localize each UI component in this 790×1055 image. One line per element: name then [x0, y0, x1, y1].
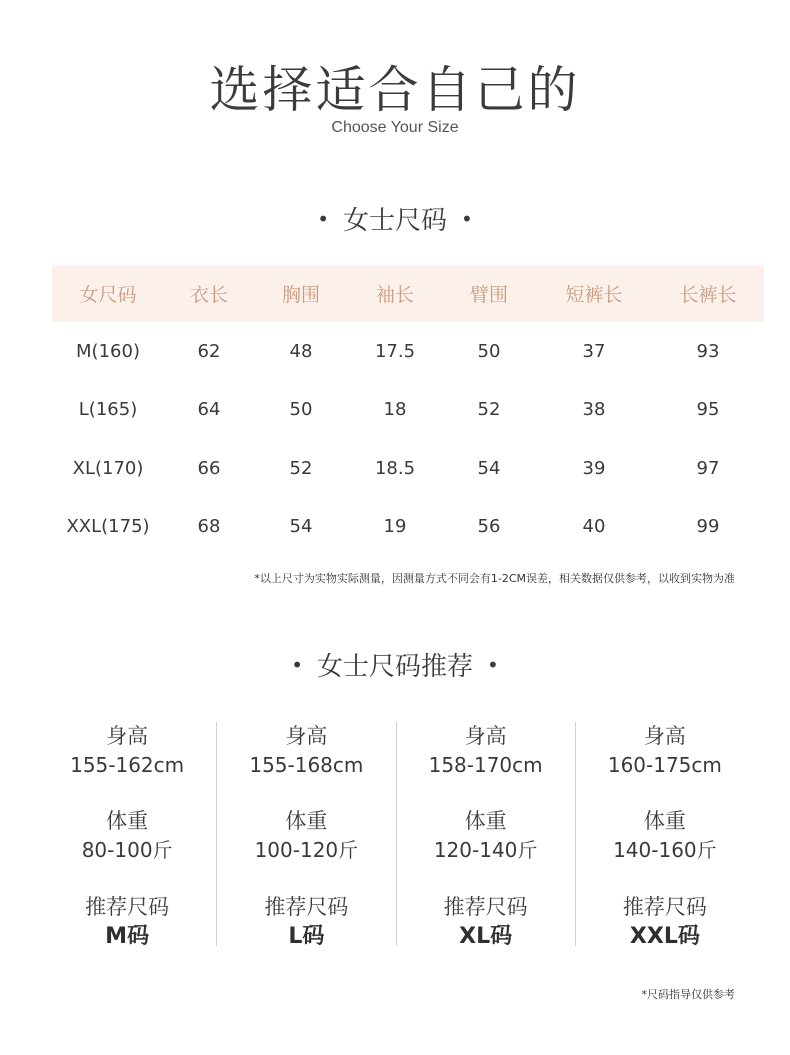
height-label: 身高 — [106, 724, 149, 748]
recommend-section-title-text: 女士尺码推荐 — [316, 652, 473, 682]
table-cell: 38 — [582, 399, 606, 421]
measurement-note: *以上尺寸为实物实际测量，因测量方式不同会有1-2CM误差，相关数据仅供参考，以收到实物为准 — [254, 572, 735, 585]
recommended-size: XL码 — [459, 924, 513, 949]
bullet-dot-left: • — [291, 653, 303, 677]
table-cell: L(165) — [78, 399, 138, 421]
size-section-title — [0, 200, 790, 237]
table-cell: 97 — [696, 457, 720, 479]
recommendation-column — [216, 722, 395, 949]
table-cell: 18 — [383, 399, 407, 421]
bullet-dot-right: • — [487, 653, 499, 677]
table-cell: 40 — [582, 516, 606, 538]
size-section-title-text: 女士尺码 — [342, 206, 447, 236]
size-table — [52, 265, 764, 556]
height-range: 160-175cm — [607, 753, 722, 777]
table-header-row — [52, 265, 764, 322]
recommendation-column — [396, 722, 575, 949]
recommend-section-title — [0, 646, 790, 683]
column-header: 臂围 — [442, 265, 536, 322]
recommended-size-label: 推荐尺码 — [85, 895, 170, 919]
recommended-size-label: 推荐尺码 — [443, 895, 528, 919]
bullet-dot-left: • — [317, 207, 329, 231]
recommendation-grid — [38, 722, 754, 949]
recommended-size: XXL码 — [629, 924, 700, 949]
table-cell: 17.5 — [374, 340, 416, 362]
table-cell: 68 — [197, 516, 221, 538]
table-cell: 66 — [197, 457, 221, 479]
table-cell: 52 — [289, 457, 313, 479]
column-header: 长裤长 — [652, 265, 764, 322]
table-cell: 54 — [477, 457, 501, 479]
table-cell: 93 — [696, 340, 720, 362]
height-range: 158-170cm — [428, 753, 543, 777]
table-cell: 64 — [197, 399, 221, 421]
weight-label: 体重 — [464, 809, 507, 833]
height-range: 155-168cm — [249, 753, 364, 777]
height-label: 身高 — [643, 724, 686, 748]
table-row — [52, 439, 764, 498]
page-title: 选择适合自己的 — [209, 61, 581, 119]
table-row — [52, 498, 764, 557]
recommended-size-label: 推荐尺码 — [622, 895, 707, 919]
table-cell: 56 — [477, 516, 501, 538]
table-cell: 37 — [582, 340, 606, 362]
column-header: 衣长 — [164, 265, 254, 322]
table-cell: 50 — [477, 340, 501, 362]
height-label: 身高 — [464, 724, 507, 748]
weight-range: 140-160斤 — [613, 838, 717, 862]
height-range: 155-162cm — [70, 753, 185, 777]
page-subtitle: Choose Your Size — [331, 119, 459, 136]
table-row — [52, 322, 764, 381]
table-cell: 50 — [289, 399, 313, 421]
table-cell: XL(170) — [72, 457, 144, 479]
recommended-size-label: 推荐尺码 — [264, 895, 349, 919]
table-row — [52, 381, 764, 440]
table-cell: 39 — [582, 457, 606, 479]
recommended-size: L码 — [288, 924, 325, 949]
table-cell: 54 — [289, 516, 313, 538]
table-cell: M(160) — [76, 340, 140, 362]
recommended-size: M码 — [105, 924, 150, 949]
recommendation-note: *尺码指导仅供参考 — [641, 988, 735, 1001]
table-cell: 18.5 — [374, 457, 416, 479]
table-cell: 99 — [696, 516, 720, 538]
table-cell: 48 — [289, 340, 313, 362]
column-header: 女尺码 — [52, 265, 164, 322]
weight-range: 120-140斤 — [433, 838, 538, 862]
bullet-dot-right: • — [461, 207, 473, 231]
column-header: 短裤长 — [536, 265, 652, 322]
table-cell: 52 — [477, 399, 501, 421]
table-cell: XXL(175) — [66, 516, 150, 538]
column-header: 胸围 — [254, 265, 348, 322]
height-label: 身高 — [285, 724, 328, 748]
weight-label: 体重 — [643, 809, 686, 833]
table-cell: 19 — [383, 516, 407, 538]
weight-range: 100-120斤 — [254, 838, 359, 862]
weight-range: 80-100斤 — [81, 838, 173, 862]
column-header: 袖长 — [348, 265, 442, 322]
table-cell: 62 — [197, 340, 221, 362]
recommendation-column — [575, 722, 754, 949]
recommendation-column — [38, 722, 216, 949]
weight-label: 体重 — [106, 809, 149, 833]
table-cell: 95 — [696, 399, 720, 421]
weight-label: 体重 — [285, 809, 328, 833]
